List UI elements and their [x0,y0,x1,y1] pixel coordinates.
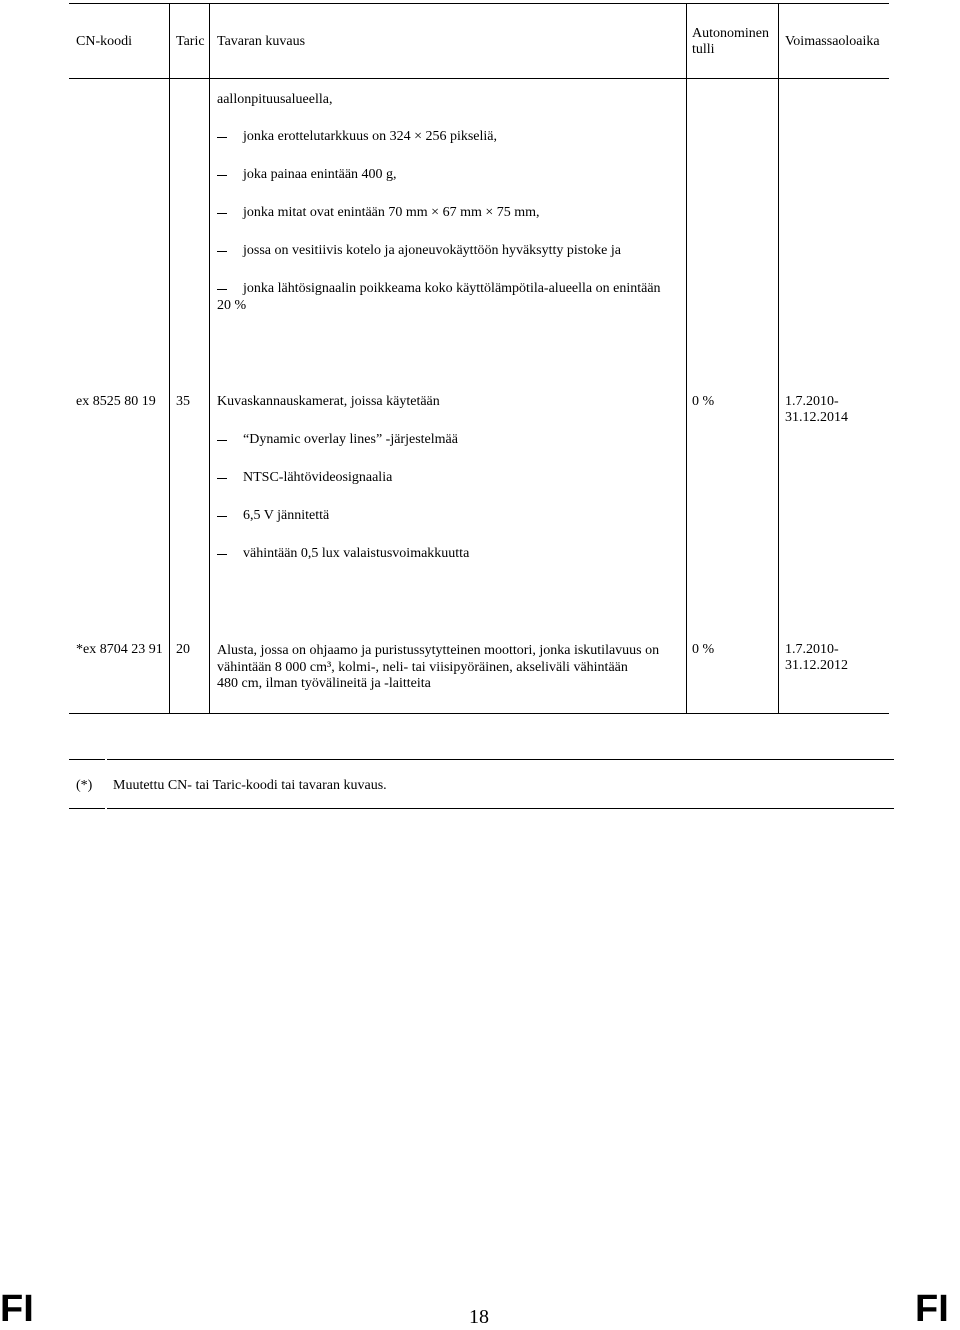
row1-taric: 35 [176,394,190,409]
table-top-border [69,3,889,4]
dash-marker [217,175,227,176]
header-description: Tavaran kuvaus [217,34,306,49]
footer-language-label-right: FI [915,1288,949,1330]
row1-item-text: vähintään 0,5 lux valaistusvoimakkuutta [243,546,470,561]
continuation-intro: aallonpituusalueella, [217,92,333,107]
footnote-text: Muutettu CN- tai Taric-koodi tai tavaran kuvaus. [113,778,387,793]
row2-taric: 20 [176,642,190,657]
continuation-item-text: jonka erottelutarkkuus on 324 × 256 pikseliä, [243,129,498,144]
footer-language-label-left: FI [0,1288,34,1330]
column-divider-description [686,3,687,713]
continuation-item-text: jonka mitat ovat enintään 70 mm × 67 mm × 75 mm, [243,205,540,220]
dash-marker [217,251,227,252]
dash-marker [217,137,227,138]
header-bottom-border [69,78,889,79]
row1-description-intro: Kuvaskannauskamerat, joissa käytetään [217,394,440,409]
row2-description-line: vähintään 8 000 cm³, kolmi-, neli- tai viisipyöräinen, akseliväli vähintään [217,660,628,675]
header-autonomous-duty-line1: Autonominen [692,26,769,41]
row2-duty: 0 % [692,642,715,657]
row1-duty: 0 % [692,394,715,409]
dash-marker [217,478,227,479]
header-validity: Voimassaoloaika [785,34,880,49]
continuation-item-wrap: 20 % [217,298,247,313]
row1-item-text: 6,5 V jännitettä [243,508,330,523]
continuation-item-text: jossa on vesitiivis kotelo ja ajoneuvokäyttöön hyväksytty pistoke ja [243,243,621,258]
continuation-item-text: jonka lähtösignaalin poikkeama koko käyttölämpötila-alueella on enintään [243,281,661,296]
footnote-marker: (*) [76,778,93,793]
row1-item-text: NTSC-lähtövideosignaalia [243,470,393,485]
continuation-item-text: joka painaa enintään 400 g, [243,167,397,182]
dash-marker [217,516,227,517]
column-divider-taric [209,3,210,713]
dash-marker [217,440,227,441]
row1-validity-start: 1.7.2010- [785,394,839,409]
row2-description-line: 480 cm, ilman työvälineitä ja -laitteita [217,676,431,691]
column-divider-duty [778,3,779,713]
footnote-bottom-rule-left [69,808,105,809]
row2-cn-code: *ex 8704 23 91 [76,642,163,657]
footnote-bottom-rule-right [107,808,894,809]
row2-validity-end: 31.12.2012 [785,658,848,673]
footnote-top-rule-right [107,759,894,760]
page-number: 18 [469,1306,489,1328]
dash-marker [217,213,227,214]
table-bottom-border [69,713,889,714]
header-cn-code: CN-koodi [76,34,132,49]
row1-cn-code: ex 8525 80 19 [76,394,156,409]
dash-marker [217,554,227,555]
row2-description-line: Alusta, jossa on ohjaamo ja puristussytytteinen moottori, jonka iskutilavuus on [217,643,660,658]
row2-validity-start: 1.7.2010- [785,642,839,657]
footnote-top-rule-left [69,759,105,760]
row1-item-text: “Dynamic overlay lines” -järjestelmää [243,432,458,447]
header-autonomous-duty-line2: tulli [692,42,715,57]
column-divider-cn [169,3,170,713]
dash-marker [217,289,227,290]
header-taric: Taric [176,34,205,49]
row1-validity-end: 31.12.2014 [785,410,848,425]
